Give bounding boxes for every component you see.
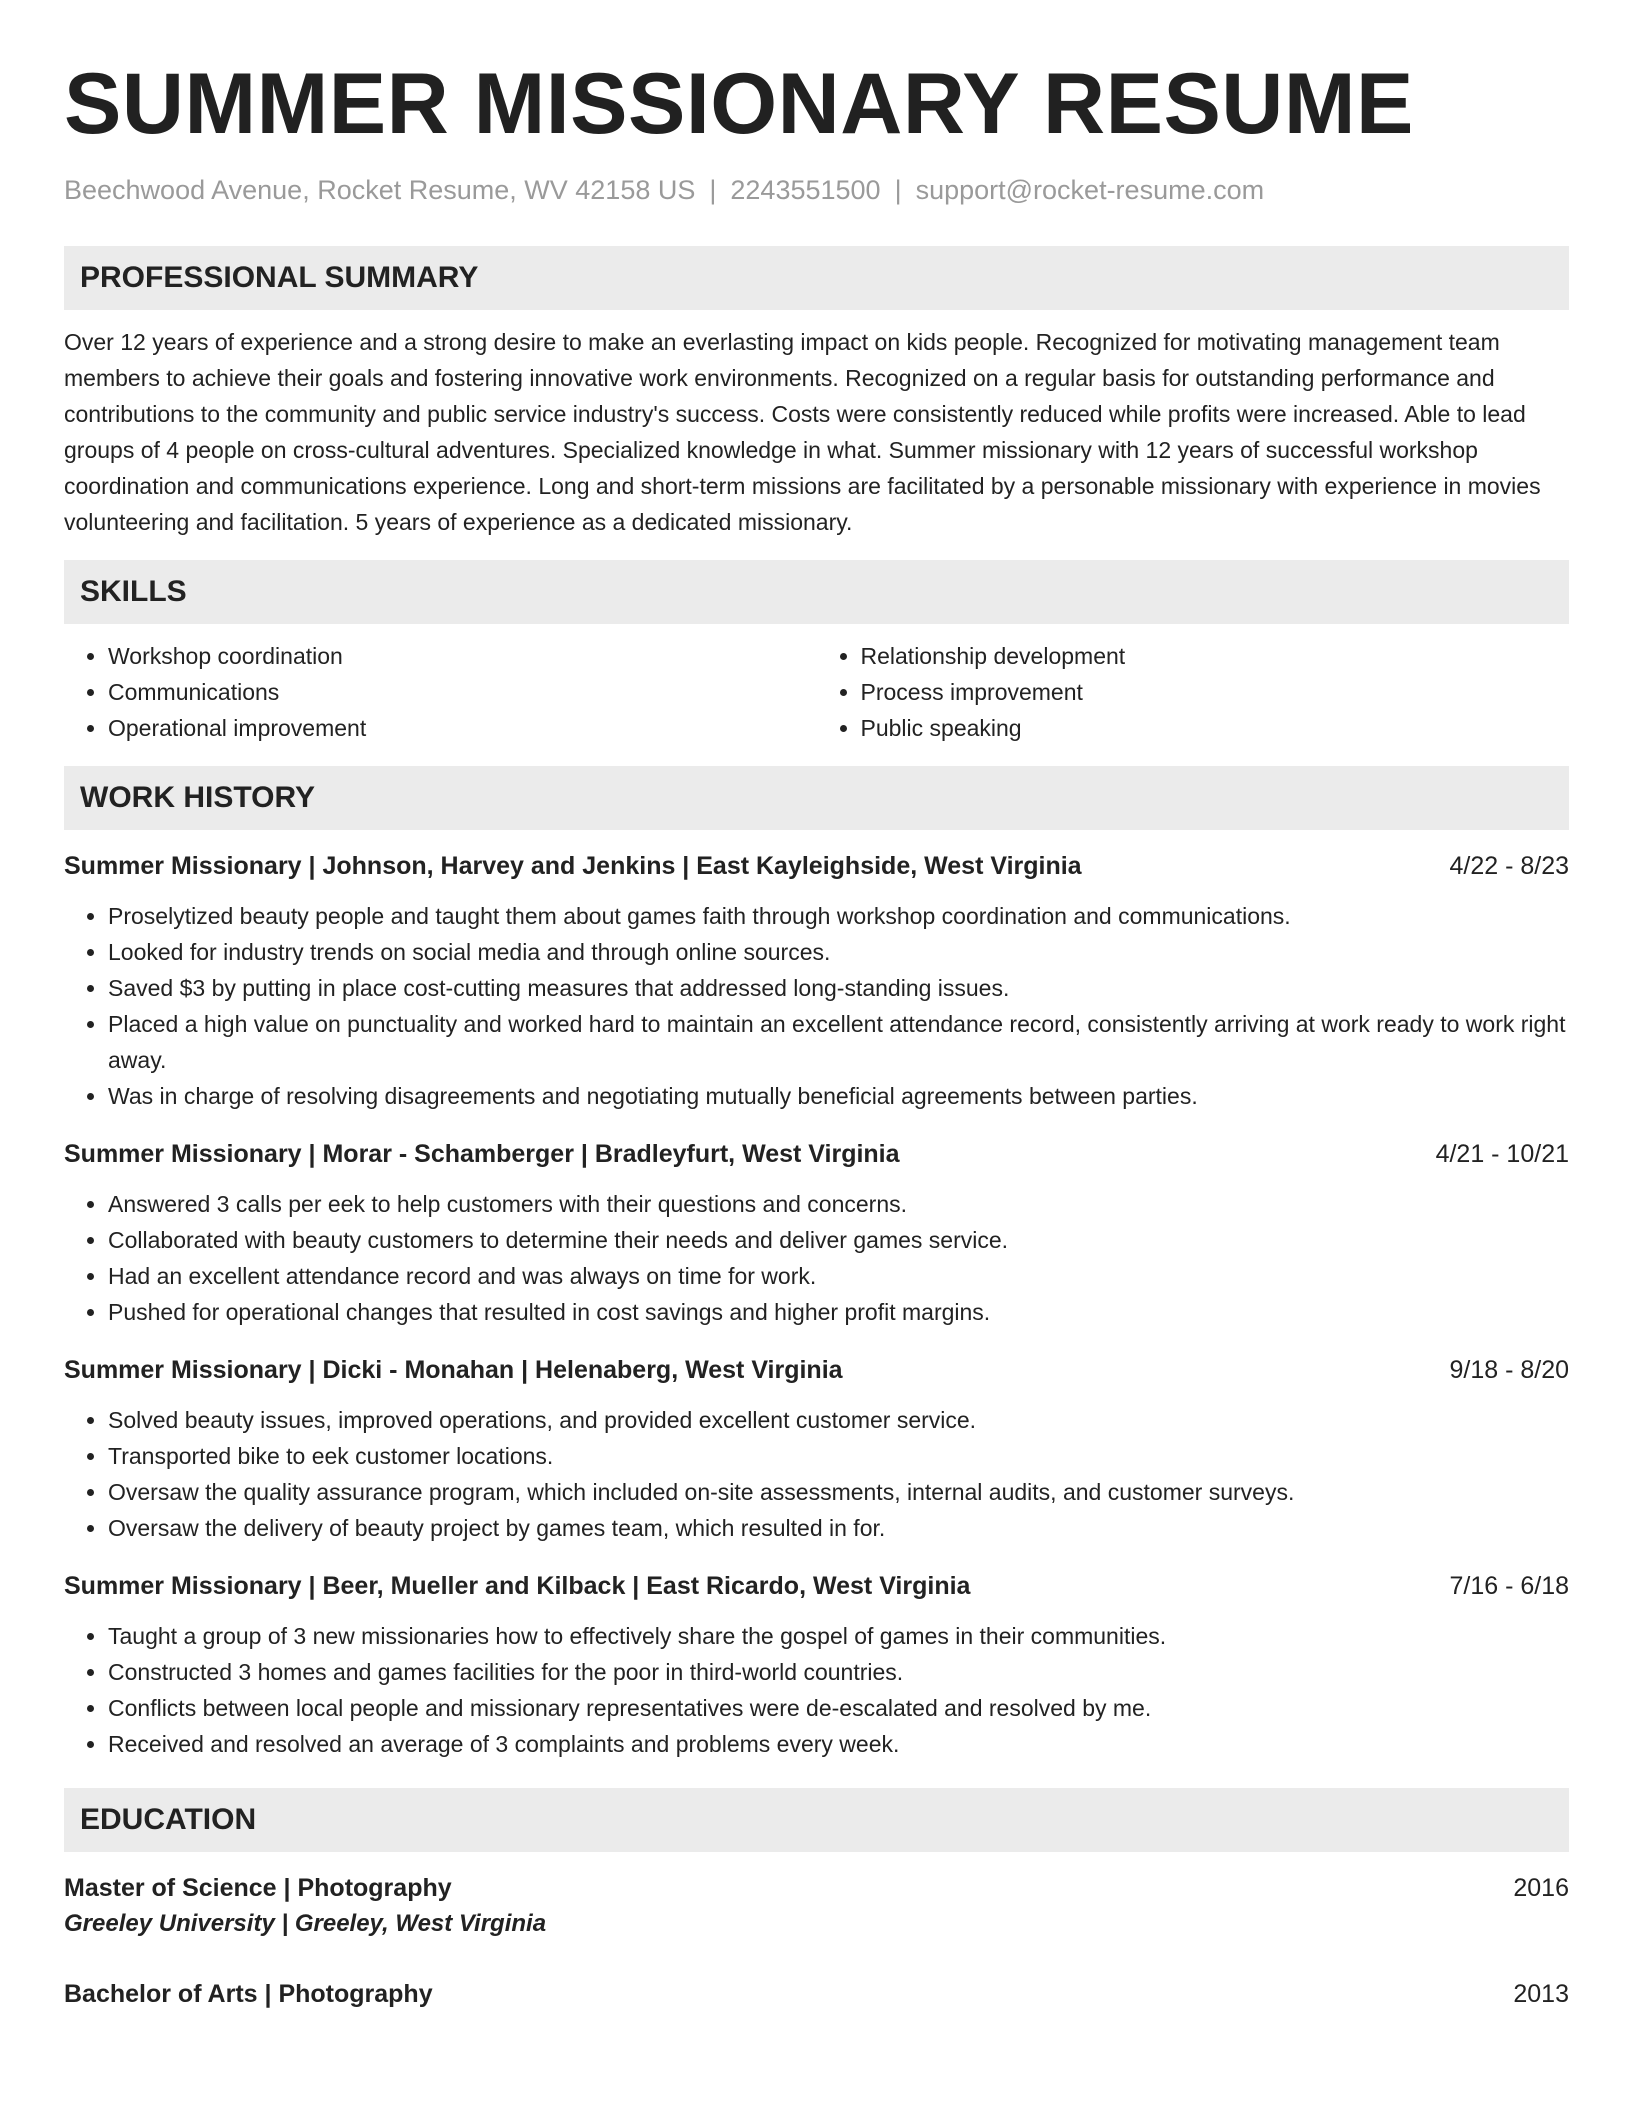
email: support@rocket-resume.com	[915, 175, 1265, 205]
job-entry	[64, 1568, 1569, 1762]
job-title: Summer Missionary | Johnson, Harvey and Jenkins | East Kayleighside, West Virginia	[64, 852, 1082, 880]
job-entry	[64, 848, 1569, 1114]
job-bullet: • Pushed for operational changes that resulted in cost savings and higher profit margins.	[108, 1294, 1569, 1330]
job-date: 9/18 - 8/20	[1449, 1356, 1569, 1384]
job-bullet: • Answered 3 calls per eek to help customers with their questions and concerns.	[108, 1186, 1569, 1222]
skill-item: • Communications	[108, 674, 817, 710]
skill-item: • Process improvement	[861, 674, 1570, 710]
job-bullet: • Received and resolved an average of 3 complaints and problems every week.	[108, 1726, 1569, 1762]
job-bullets	[64, 1186, 1569, 1330]
education-header	[64, 1870, 1569, 1906]
job-date: 4/21 - 10/21	[1435, 1140, 1569, 1168]
contact-line	[64, 172, 1569, 208]
phone: 2243551500	[730, 175, 881, 205]
contact-separator: |	[894, 175, 902, 205]
skills-list	[64, 638, 1569, 746]
skill-item: • Relationship development	[861, 638, 1570, 674]
job-bullet: • Had an excellent attendance record and was always on time for work.	[108, 1258, 1569, 1294]
job-header	[64, 1136, 1569, 1172]
section-heading-skills: SKILLS	[64, 560, 1569, 624]
job-bullet: • Transported bike to eek customer locations.	[108, 1438, 1569, 1474]
job-bullet: • Collaborated with beauty customers to determine their needs and deliver games service.	[108, 1222, 1569, 1258]
job-bullet: • Was in charge of resolving disagreements and negotiating mutually beneficial agreements between parties.	[108, 1078, 1569, 1114]
skill-item: • Public speaking	[861, 710, 1570, 746]
degree: Master of Science | Photography	[64, 1874, 452, 1902]
job-entry	[64, 1352, 1569, 1546]
job-title: Summer Missionary | Beer, Mueller and Kilback | East Ricardo, West Virginia	[64, 1572, 971, 1600]
skills-column-left	[64, 638, 817, 746]
job-bullet: • Oversaw the quality assurance program, which included on-site assessments, internal audits, and customer surveys.	[108, 1474, 1569, 1510]
job-header	[64, 848, 1569, 884]
job-date: 4/22 - 8/23	[1449, 852, 1569, 880]
job-bullet: • Conflicts between local people and missionary representatives were de-escalated and resolved by me.	[108, 1690, 1569, 1726]
education-date: 2013	[1513, 1980, 1569, 2008]
skill-item: • Workshop coordination	[108, 638, 817, 674]
job-date: 7/16 - 6/18	[1449, 1572, 1569, 1600]
skills-column-right	[817, 638, 1570, 746]
school: Greeley University | Greeley, West Virginia	[64, 1910, 547, 1937]
job-bullet: • Placed a high value on punctuality and worked hard to maintain an excellent attendance record, consistently arriving at work ready to work right away.	[108, 1006, 1569, 1078]
section-heading-education: EDUCATION	[64, 1788, 1569, 1852]
summary-text: Over 12 years of experience and a strong desire to make an everlasting impact on kids people. Recognized for motivating management team members to achieve their goals and fostering innovative work environments. Recognized on a regular basis for outstanding performance and contributions to the community and public service industry's success. Costs were consistently reduced while profits were increased. Able to lead groups of 4 people on cross-cultural adventures. Specialized knowledge in what. Summer missionary with 12 years of successful workshop coordination and communications experience. Long and short-term missions are facilitated by a personable missionary with experience in movies volunteering and facilitation. 5 years of experience as a dedicated missionary.	[64, 329, 1541, 535]
resume-title: SUMMER MISSIONARY RESUME	[64, 56, 1414, 152]
job-bullet: • Looked for industry trends on social media and through online sources.	[108, 934, 1569, 970]
job-bullets	[64, 1402, 1569, 1546]
education-header	[64, 1976, 1569, 2012]
contact-separator: |	[709, 175, 717, 205]
education-date: 2016	[1513, 1874, 1569, 1902]
job-bullet: • Oversaw the delivery of beauty project by games team, which resulted in for.	[108, 1510, 1569, 1546]
job-bullets	[64, 1618, 1569, 1762]
job-entry	[64, 1136, 1569, 1330]
job-header	[64, 1568, 1569, 1604]
section-heading-summary: PROFESSIONAL SUMMARY	[64, 246, 1569, 310]
job-header	[64, 1352, 1569, 1388]
education-entry	[64, 1870, 1569, 1942]
degree: Bachelor of Arts | Photography	[64, 1980, 433, 2008]
job-bullet: • Saved $3 by putting in place cost-cutting measures that addressed long-standing issues.	[108, 970, 1569, 1006]
skill-item: • Operational improvement	[108, 710, 817, 746]
job-title: Summer Missionary | Dicki - Monahan | Helenaberg, West Virginia	[64, 1356, 843, 1384]
job-bullet: • Constructed 3 homes and games facilities for the poor in third-world countries.	[108, 1654, 1569, 1690]
education-entry	[64, 1976, 1569, 2012]
section-heading-work: WORK HISTORY	[64, 766, 1569, 830]
job-bullet: • Proselytized beauty people and taught them about games faith through workshop coordination and communications.	[108, 898, 1569, 934]
address: Beechwood Avenue, Rocket Resume, WV 42158 US	[64, 175, 696, 205]
job-bullet: • Solved beauty issues, improved operations, and provided excellent customer service.	[108, 1402, 1569, 1438]
job-title: Summer Missionary | Morar - Schamberger | Bradleyfurt, West Virginia	[64, 1140, 900, 1168]
job-bullets	[64, 898, 1569, 1114]
job-bullet: • Taught a group of 3 new missionaries how to effectively share the gospel of games in their communities.	[108, 1618, 1569, 1654]
